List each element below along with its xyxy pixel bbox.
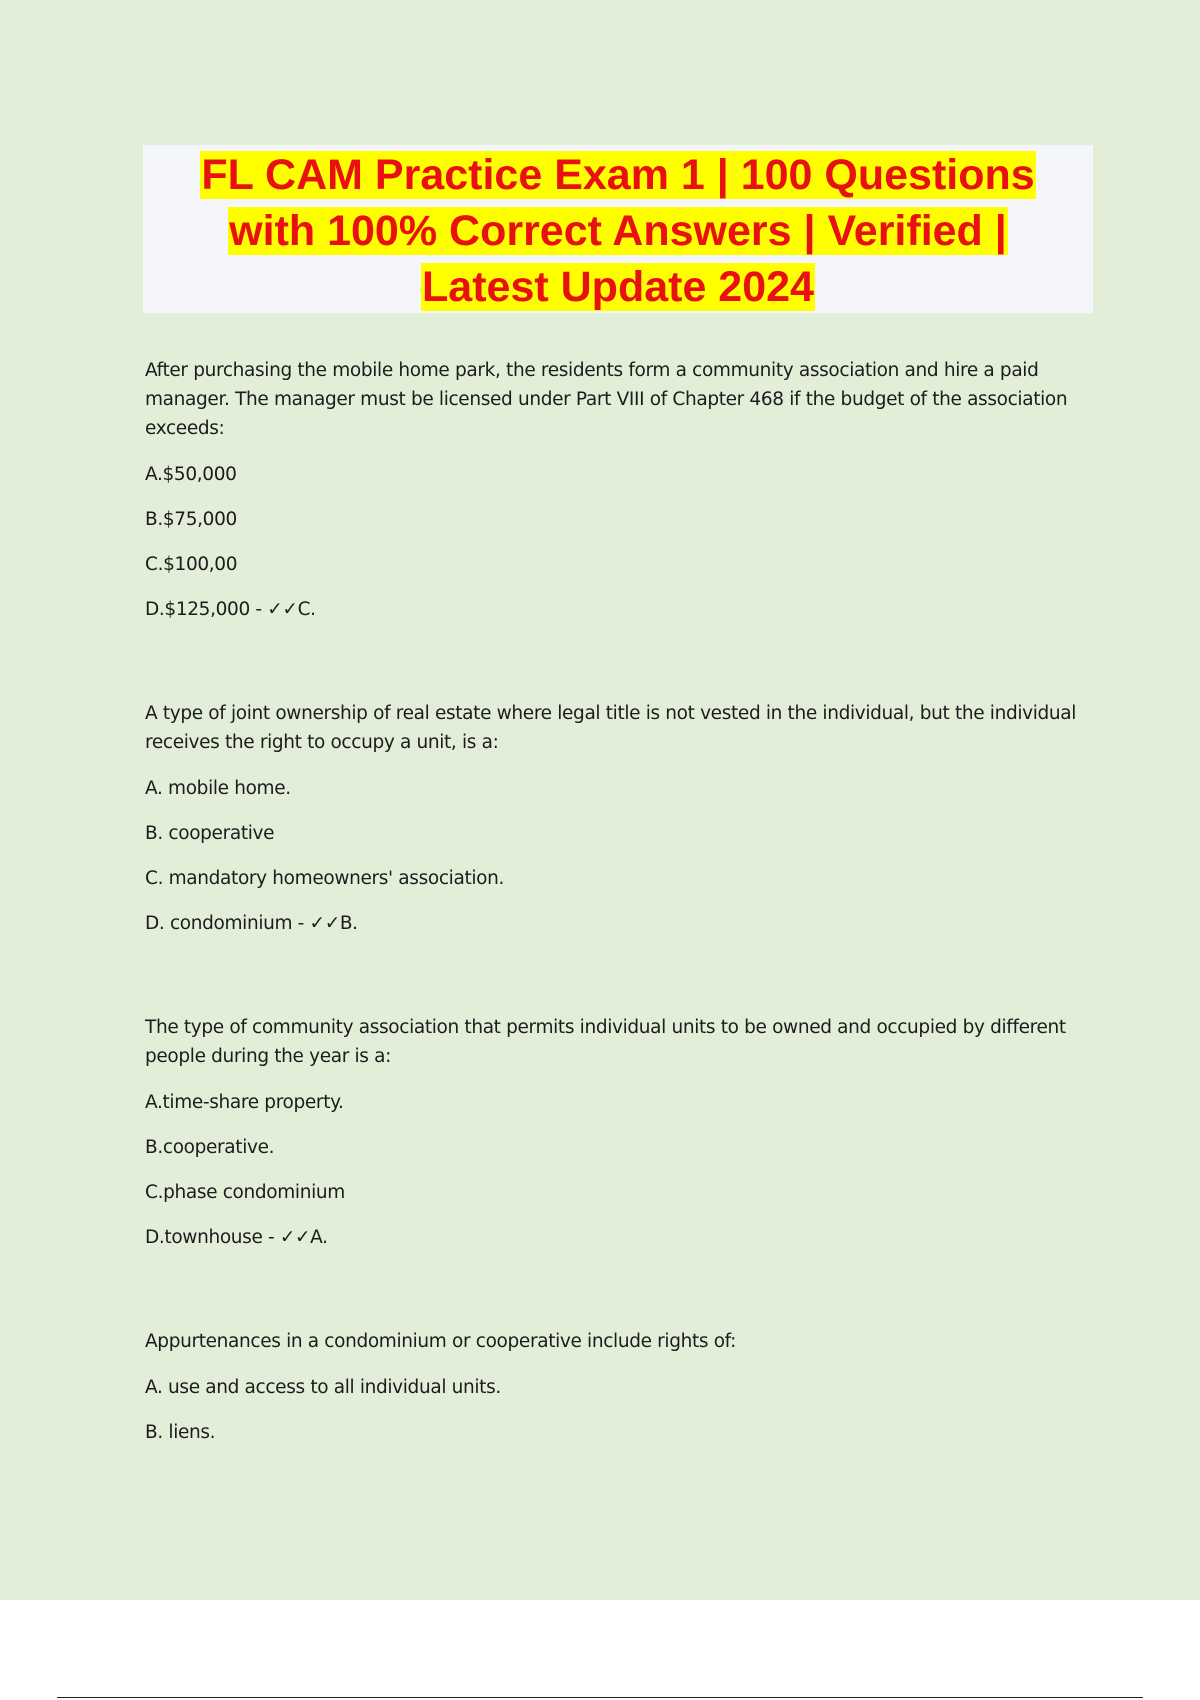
answer-option: A.time-share property. xyxy=(145,1092,344,1113)
answer-option-with-key: D.$125,000 - ✓✓C. xyxy=(145,599,316,620)
answer-option: B.cooperative. xyxy=(145,1137,275,1158)
question-block xyxy=(145,699,1095,938)
title-line-3: Latest Update 2024 xyxy=(422,263,814,311)
answer-option: A.$50,000 xyxy=(145,464,237,485)
question-block xyxy=(145,356,1095,624)
title-line-2: with 100% Correct Answers | Verified | xyxy=(229,207,1007,255)
question-text: Appurtenances in a condominium or cooperative include rights of: xyxy=(145,1331,737,1352)
question-text: The type of community association that permits individual units to be owned and occupied by different people during the year is a: xyxy=(145,1017,1066,1067)
answer-option-with-key: D. condominium - ✓✓B. xyxy=(145,913,358,934)
questions-list xyxy=(145,356,1095,1447)
answer-option: B.$75,000 xyxy=(145,509,237,530)
answer-option: A. use and access to all individual units. xyxy=(145,1377,501,1398)
answer-option: C.$100,00 xyxy=(145,554,238,575)
answer-option: B. cooperative xyxy=(145,823,275,844)
footer-divider xyxy=(57,1697,1143,1698)
document-title xyxy=(143,145,1093,313)
answer-option: C.phase condominium xyxy=(145,1182,345,1203)
question-text: A type of joint ownership of real estate where legal title is not vested in the individual, but the individual receives the right to occupy a unit, is a: xyxy=(145,703,1077,753)
question-text: After purchasing the mobile home park, the residents form a community association and hire a paid manager. The manager must be licensed under Part VIII of Chapter 468 if the budget of the association exceeds: xyxy=(145,360,1068,439)
question-block xyxy=(145,1013,1095,1252)
answer-option: A. mobile home. xyxy=(145,778,291,799)
question-block xyxy=(145,1327,1095,1447)
answer-option: B. liens. xyxy=(145,1422,216,1443)
title-line-1: FL CAM Practice Exam 1 | 100 Questions xyxy=(201,151,1035,199)
answer-option-with-key: D.townhouse - ✓✓A. xyxy=(145,1227,328,1248)
answer-option: C. mandatory homeowners' association. xyxy=(145,868,505,889)
